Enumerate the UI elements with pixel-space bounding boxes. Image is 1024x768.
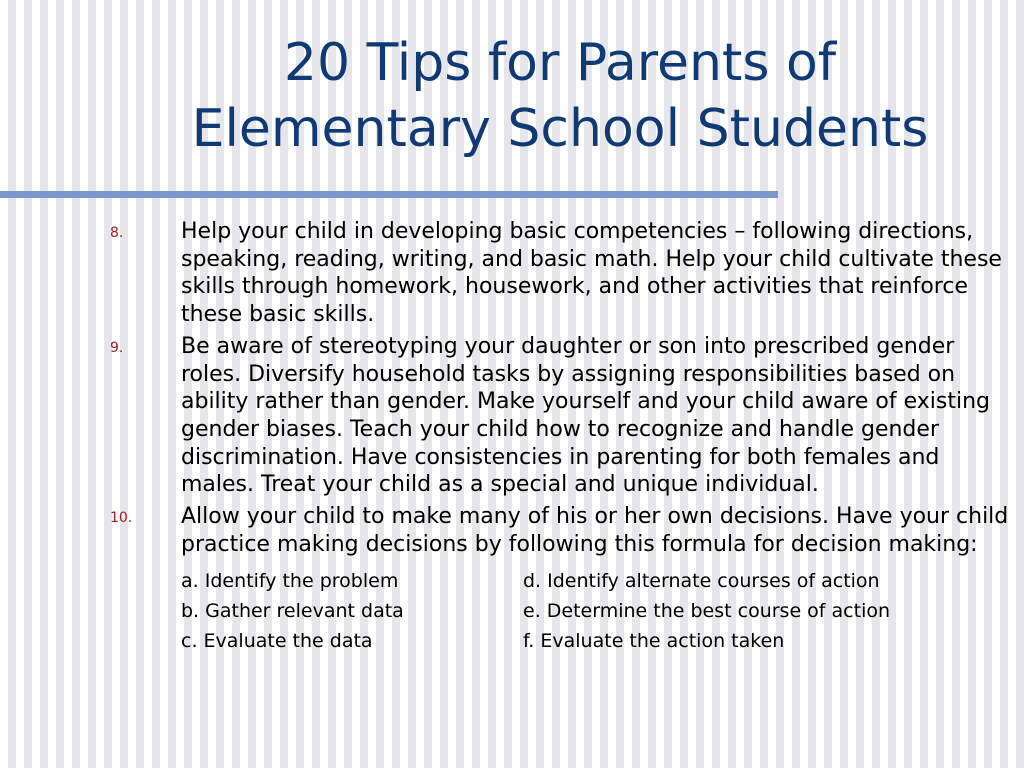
tip-text: Help your child in developing basic competencies – following directions, speaking, reading, writing, and basic math. Help your child cultivate these skills through homework, housework, and other activities that reinforce these basic skills. [181, 219, 1002, 328]
title-underline-rule [0, 191, 778, 198]
tip-10 [110, 503, 1010, 656]
decision-step-b: b. Gather relevant data [181, 600, 404, 623]
title-line-1: 20 Tips for Parents of [283, 33, 837, 93]
decision-step-d: d. Identify alternate courses of action [523, 570, 880, 593]
tips-list [110, 218, 1010, 660]
decision-step-c: c. Evaluate the data [181, 630, 373, 653]
decision-steps-grid [181, 566, 1010, 656]
slide-title [110, 30, 1010, 162]
decision-step-a: a. Identify the problem [181, 570, 399, 593]
tip-number: 10. [110, 510, 133, 527]
tip-9 [110, 333, 1010, 499]
decision-step-e: e. Determine the best course of action [523, 600, 891, 623]
tip-text: Allow your child to make many of his or her own decisions. Have your child practice making decisions by following this formula for decision making: [181, 504, 1009, 557]
title-line-2: Elementary School Students [191, 99, 929, 159]
tip-number: 8. [110, 225, 124, 241]
tip-text: Be aware of stereotyping your daughter or son into prescribed gender roles. Diversify household tasks by assigning responsibilities based on ability rather than gender. Make yourself and your child aware of existing gender biases. Teach your child how to recognize and handle gender discrimination. Have consistencies in parenting for both females and males. Treat your child as a special and unique individual. [181, 333, 990, 498]
tip-8 [110, 218, 1010, 329]
decision-step-f: f. Evaluate the action taken [523, 630, 785, 653]
tip-number: 9. [110, 339, 124, 356]
